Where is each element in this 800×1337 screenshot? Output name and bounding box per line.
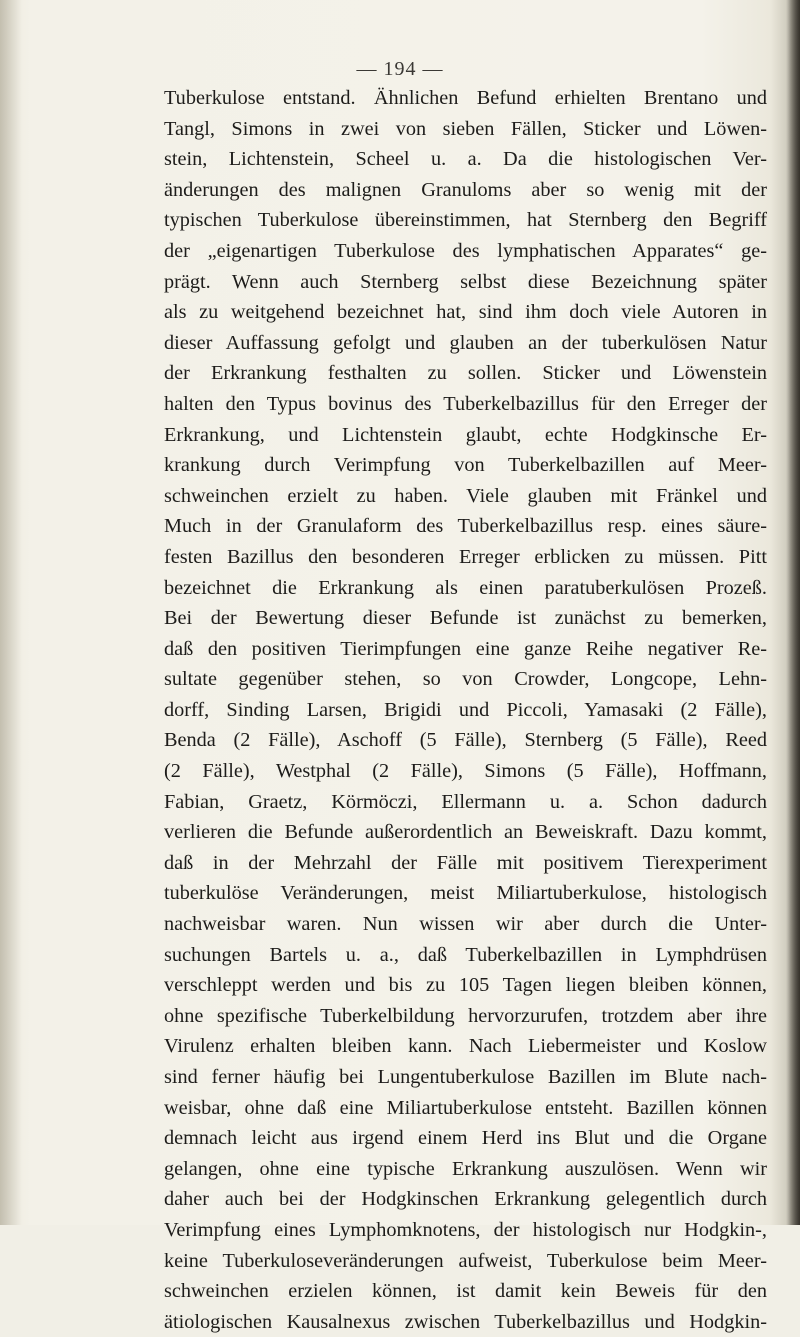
text-line: Tuberkulose entstand. Ähnlichen Befund erhielten Brentano und	[164, 87, 767, 109]
text-line: verschleppt werden und bis zu 105 Tagen liegen bleiben können,	[164, 974, 767, 997]
text-line: als zu weitgehend bezeichnet hat, sind ihm doch viele Autoren in	[164, 301, 767, 324]
text-line: tuberkulöse Veränderungen, meist Miliartuberkulose, histologisch	[164, 882, 767, 905]
text-line: nachweisbar waren. Nun wissen wir aber durch die Unter-	[164, 913, 767, 936]
text-line: ohne spezifische Tuberkelbildung hervorzurufen, trotzdem aber ihre	[164, 1004, 767, 1027]
text-line: Tangl, Simons in zwei von sieben Fällen, Sticker und Löwen-	[164, 117, 767, 140]
text-line: krankung durch Verimpfung von Tuberkelbazillen auf Meer-	[164, 454, 767, 477]
text-line: Fabian, Graetz, Körmöczi, Ellermann u. a. Schon dadurch	[164, 790, 767, 813]
page-edge-shadow	[786, 0, 800, 1225]
page-gutter-shadow	[0, 0, 22, 1225]
text-line: bezeichnet die Erkrankung als einen paratuberkulösen Prozeß.	[164, 576, 767, 599]
text-line: demnach leicht aus irgend einem Herd ins Blut und die Organe	[164, 1127, 767, 1150]
text-line: halten den Typus bovinus des Tuberkelbazillus für den Erreger der	[164, 392, 767, 415]
text-line: Virulenz erhalten bleiben kann. Nach Liebermeister und Koslow	[164, 1035, 767, 1058]
text-line: daß in der Mehrzahl der Fälle mit positivem Tierexperiment	[164, 851, 767, 874]
text-line: suchungen Bartels u. a., daß Tuberkelbazillen in Lymphdrüsen	[164, 943, 767, 966]
text-line: Much in der Granulaform des Tuberkelbazillus resp. eines säure-	[164, 515, 767, 538]
page-number: — 194 —	[356, 58, 444, 80]
text-line: weisbar, ohne daß eine Miliartuberkulose entsteht. Bazillen können	[164, 1096, 767, 1119]
text-line: gelangen, ohne eine typische Erkrankung auszulösen. Wenn wir	[164, 1157, 767, 1180]
text-line: Bei der Bewertung dieser Befunde ist zunächst zu bemerken,	[164, 607, 767, 630]
text-line: der „eigenartigen Tuberkulose des lymphatischen Apparates“ ge-	[164, 239, 767, 262]
text-line: änderungen des malignen Granuloms aber so wenig mit der	[164, 178, 767, 201]
text-line: (2 Fälle), Westphal (2 Fälle), Simons (5 Fälle), Hoffmann,	[164, 760, 767, 783]
text-line: sultate gegenüber stehen, so von Crowder, Longcope, Lehn-	[164, 668, 767, 691]
text-line: der Erkrankung festhalten zu sollen. Sticker und Löwenstein	[164, 362, 767, 385]
text-line: Benda (2 Fälle), Aschoff (5 Fälle), Sternberg (5 Fälle), Reed	[164, 729, 767, 752]
text-line: sind ferner häufig bei Lungentuberkulose Bazillen im Blute nach-	[164, 1066, 767, 1088]
text-line: Verimpfung eines Lymphomknotens, der histologisch nur Hodgkin-,	[164, 1218, 767, 1241]
text-line: verlieren die Befunde außerordentlich an Beweiskraft. Dazu kommt,	[164, 821, 767, 844]
text-line: Erkrankung, und Lichtenstein glaubt, echte Hodgkinsche Er-	[164, 423, 767, 446]
text-line: schweinchen erzielt zu haben. Viele glauben mit Fränkel und	[164, 484, 767, 507]
text-line: dorff, Sinding Larsen, Brigidi und Piccoli, Yamasaki (2 Fälle),	[164, 698, 767, 721]
text-line: keine Tuberkuloseveränderungen aufweist, Tuberkulose beim Meer-	[164, 1249, 767, 1272]
text-line: festen Bazillus den besonderen Erreger erblicken zu müssen. Pitt	[164, 545, 767, 568]
text-line: dieser Auffassung gefolgt und glauben an der tuberkulösen Natur	[164, 331, 767, 354]
text-line: stein, Lichtenstein, Scheel u. a. Da die histologischen Ver-	[164, 148, 767, 171]
text-line: daß den positiven Tierimpfungen eine ganze Reihe negativer Re-	[164, 637, 767, 660]
text-line: typischen Tuberkulose übereinstimmen, hat Sternberg den Begriff	[164, 209, 767, 232]
text-line: daher auch bei der Hodgkinschen Erkrankung gelegentlich durch	[164, 1188, 767, 1211]
text-line: ätiologischen Kausalnexus zwischen Tuberkelbazillus und Hodgkin-	[164, 1310, 767, 1333]
text-line: schweinchen erzielen können, ist damit kein Beweis für den	[164, 1280, 767, 1303]
body-text	[164, 83, 767, 1337]
text-line: prägt. Wenn auch Sternberg selbst diese Bezeichnung später	[164, 270, 767, 293]
